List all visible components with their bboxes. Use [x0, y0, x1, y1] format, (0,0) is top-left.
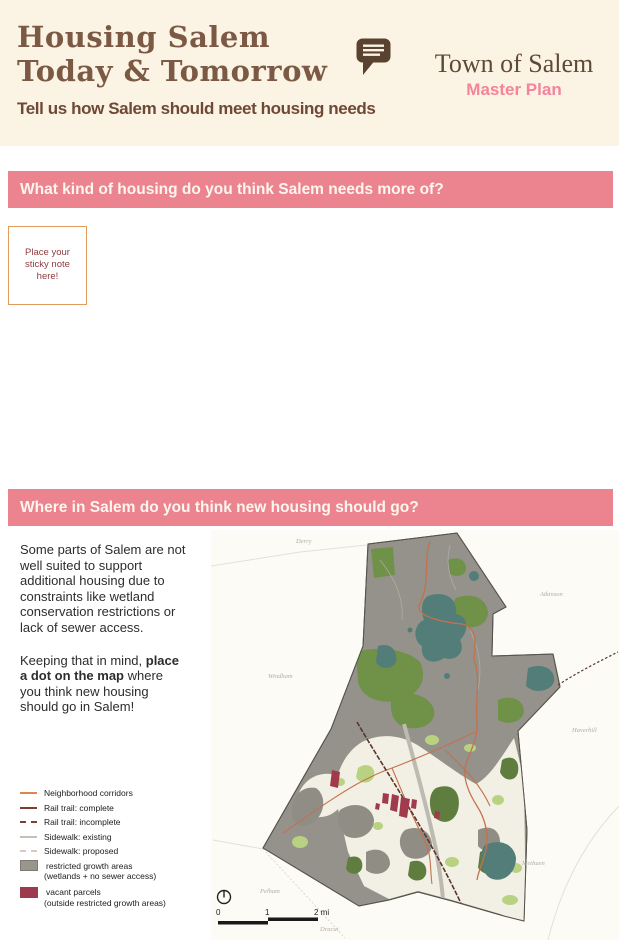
- legend-item-sidewalk-existing: Sidewalk: existing: [20, 830, 212, 845]
- scale-label-0: 0: [216, 908, 221, 917]
- intro-paragraph-2: Keeping that in mind, place a dot on the map where you think new housing should go in Salem!: [20, 652, 179, 715]
- page-subtitle: Tell us how Salem should meet housing needs: [17, 99, 376, 118]
- restricted-growth-box-swatch: [20, 860, 38, 871]
- question1-banner: What kind of housing do you think Salem needs more of?: [8, 171, 613, 208]
- legend-item-rail-trail-complete: Rail trail: complete: [20, 801, 212, 816]
- vacant-parcels-box-swatch: [20, 887, 38, 898]
- speech-bubble-icon: [356, 38, 392, 76]
- org-name: Town of Salem: [434, 49, 594, 78]
- intro-bold-instruction: place a dot on the map: [20, 652, 179, 684]
- org-logo: [420, 49, 608, 100]
- legend-restricted-growth-sublabel: (wetlands + no sewer access): [44, 871, 157, 881]
- org-subname: Master Plan: [466, 80, 562, 99]
- rail-complete-line-swatch: [20, 807, 37, 809]
- map-intro-text: [20, 542, 186, 732]
- intro-paragraph-1: Some parts of Salem are not well suited to support additional housing due to constraints like wetland conservation restrictions or lack of sewer access.: [20, 542, 186, 635]
- label-haverhill: Haverhill: [572, 727, 597, 734]
- legend-item-vacant-parcels: vacant parcels: [20, 885, 212, 900]
- legend-vacant-parcels-sublabel: (outside restricted growth areas): [44, 897, 166, 908]
- label-dracut: Dracut: [320, 926, 339, 933]
- label-derry: Derry: [296, 538, 312, 545]
- sidewalk-existing-line-swatch: [20, 836, 37, 838]
- label-atkinson: Atkinson: [540, 591, 563, 598]
- legend-item-rail-trail-incomplete: Rail trail: incomplete: [20, 815, 212, 830]
- map-legend: [20, 786, 212, 912]
- scale-label-2mi: 2 mi: [314, 908, 330, 917]
- legend-item-sidewalk-proposed: Sidewalk: proposed: [20, 844, 212, 859]
- scale-label-1: 1: [265, 908, 270, 917]
- label-pelham: Pelham: [260, 888, 280, 895]
- page-title-line2: Today & Tomorrow: [17, 54, 328, 88]
- label-windham: Windham: [268, 673, 293, 680]
- question2-banner: Where in Salem do you think new housing should go?: [8, 489, 613, 526]
- rail-incomplete-line-swatch: [20, 821, 37, 823]
- page-title: [17, 20, 327, 88]
- salem-map[interactable]: [211, 530, 619, 940]
- corridor-line-swatch: [20, 792, 37, 794]
- page-title-line1: Housing Salem: [17, 20, 271, 54]
- salem-map-container[interactable]: [211, 530, 619, 940]
- header: [0, 0, 619, 146]
- sticky-note-placeholder[interactable]: Place your sticky note here!: [8, 226, 87, 305]
- sidewalk-proposed-line-swatch: [20, 850, 37, 852]
- legend-item-restricted-growth: restricted growth areas: [20, 859, 212, 874]
- legend-item-neighborhood-corridors: Neighborhood corridors: [20, 786, 212, 801]
- label-methuen: Methuen: [522, 860, 545, 867]
